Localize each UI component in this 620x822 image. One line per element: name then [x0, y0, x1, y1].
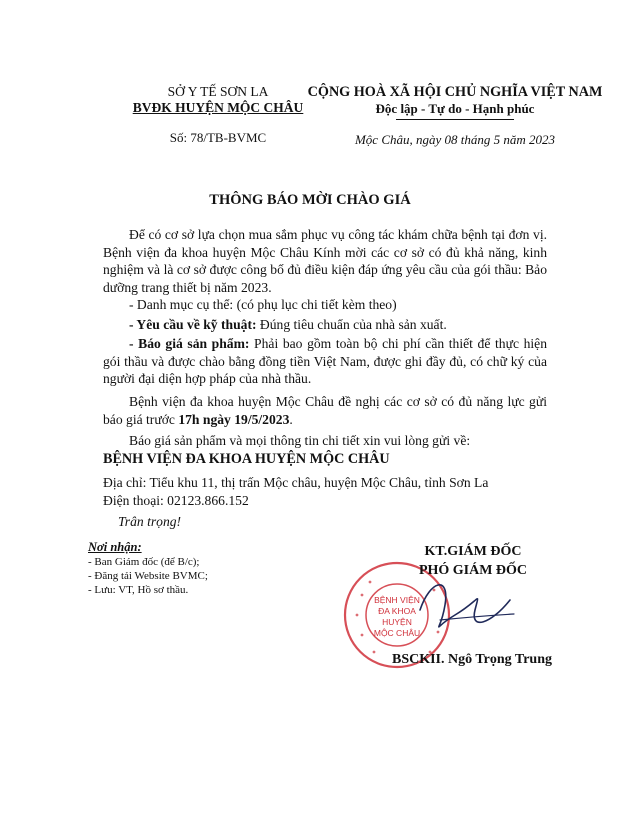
stamp-line: HUYỆN [382, 617, 412, 627]
technical-text: Đúng tiêu chuẩn của nhà sản xuất. [256, 317, 447, 332]
motto-underline [396, 119, 514, 120]
sign-title-1: KT.GIÁM ĐỐC [424, 544, 522, 559]
motto: Độc lập - Tự do - Hạnh phúc [375, 101, 535, 116]
quote-text: Phải bao gồm toàn bộ chi phí cần thiết để thực hiện gói thầu và được chào bằng đồng tiền Việt Nam, được ghi đầy đủ, có chữ ký của người đại diện hợp pháp của nhà thầu. [103, 336, 547, 386]
deadline-date: 17h ngày 19/5/2023 [178, 411, 290, 427]
paragraph-technical [129, 316, 547, 334]
quote-label: - Báo giá sản phẩm: [129, 336, 250, 351]
document-title: THÔNG BÁO MỜI CHÀO GIÁ [209, 192, 411, 208]
stamp-line: ĐA KHOA [378, 606, 416, 616]
phone: Điện thoại: 02123.866.152 [103, 493, 249, 508]
paragraph-send: Báo giá sản phẩm và mọi thông tin chi tiết xin vui lòng gửi về: [129, 433, 471, 448]
stamp-line: BỆNH VIỆN [374, 595, 420, 605]
hospital-name: BỆNH VIỆN ĐA KHOA HUYỆN MỘC CHÂU [103, 451, 390, 467]
doc-number: Số: 78/TB-BVMC [169, 130, 267, 145]
recipient-item: - Đăng tải Website BVMC; [88, 570, 208, 582]
regards: Trân trọng! [118, 514, 182, 529]
recipient-item: - Lưu: VT, Hồ sơ thầu. [88, 584, 189, 596]
handwritten-signature [410, 570, 520, 640]
place-date: Mộc Châu, ngày 08 tháng 5 năm 2023 [354, 132, 556, 147]
paragraph-quote [103, 335, 547, 388]
sign-title-2: PHÓ GIÁM ĐỐC [418, 563, 528, 578]
org-name: BVĐK HUYỆN MỘC CHÂU [132, 100, 304, 115]
org-parent: SỞ Y TẾ SƠN LA [167, 84, 269, 99]
recipient-item: - Ban Giám đốc (để B/c); [88, 556, 200, 568]
recipients-title: Nơi nhận: [88, 540, 142, 554]
address: Địa chỉ: Tiểu khu 11, thị trấn Mộc châu, huyện Mộc Châu, tỉnh Sơn La [103, 475, 489, 490]
nation-title: CỘNG HOÀ XÃ HỘI CHỦ NGHĨA VIỆT NAM [307, 84, 603, 100]
paragraph-intro: Để có cơ sở lựa chọn mua sắm phục vụ công tác khám chữa bệnh tại đơn vị. Bệnh viện đa khoa huyện Mộc Châu Kính mời các cơ sở có đủ khả năng, kinh nghiệm và là cơ sở được công bố đủ điều kiện đáp ứng yêu cầu của gói thầu: Bảo dưỡng trang thiết bị năm 2023. [103, 227, 547, 295]
deadline-end: . [289, 411, 293, 427]
deadline-text: Bệnh viện đa khoa huyện Mộc Châu đề nghị các cơ sở có đủ năng lực gửi báo giá trước [103, 394, 547, 427]
technical-label: - Yêu cầu về kỹ thuật: [129, 317, 257, 332]
stamp-line: MỘC CHÂU [373, 628, 421, 638]
paragraph-deadline [103, 393, 547, 428]
paragraph-list: - Danh mục cụ thể: (có phụ lục chi tiết kèm theo) [129, 297, 397, 312]
signer-name: BSCKII. Ngô Trọng Trung [391, 652, 552, 667]
